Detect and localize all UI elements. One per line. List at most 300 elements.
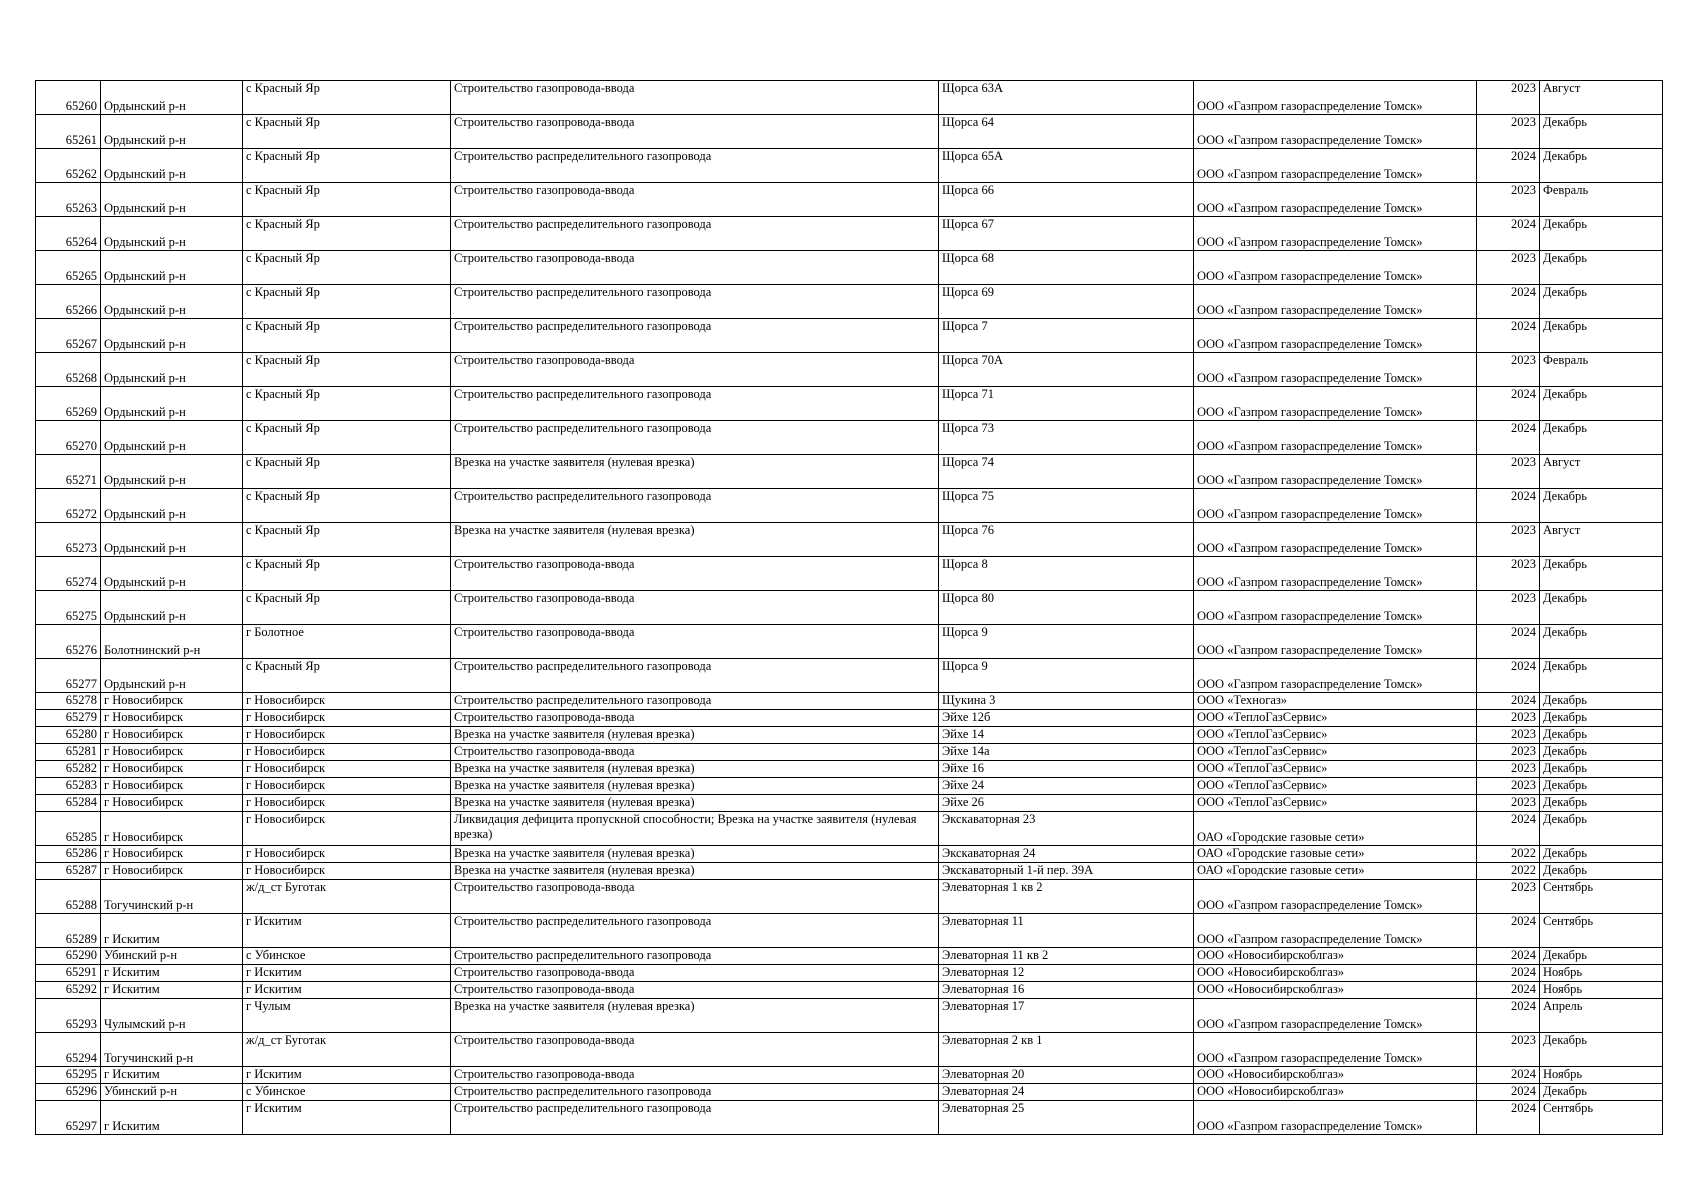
address-cell: Щорса 9 [939,625,1194,659]
locality-cell: с Красный Яр [243,455,451,489]
address-cell: Эйхе 14 [939,727,1194,744]
address-cell: Элеваторная 17 [939,999,1194,1033]
table-row [36,982,1663,999]
month-cell: Декабрь [1540,387,1663,421]
year-cell: 2024 [1477,999,1540,1033]
work-type-cell: Строительство распределительного газопровода [451,1101,939,1135]
work-type-cell: Строительство распределительного газопровода [451,659,939,693]
district-cell: г Искитим [101,965,243,982]
row-id-cell: 65280 [36,727,101,744]
table-row [36,948,1663,965]
work-type-cell: Строительство распределительного газопровода [451,489,939,523]
locality-cell: г Новосибирск [243,744,451,761]
district-cell: г Новосибирск [101,812,243,846]
district-cell: Ордынский р-н [101,523,243,557]
district-cell: г Искитим [101,914,243,948]
row-id-cell: 65272 [36,489,101,523]
year-cell: 2024 [1477,693,1540,710]
year-cell: 2024 [1477,285,1540,319]
district-cell: Ордынский р-н [101,217,243,251]
work-type-cell: Строительство распределительного газопровода [451,421,939,455]
organization-cell: ООО «Газпром газораспределение Томск» [1194,489,1477,523]
organization-cell: ООО «Газпром газораспределение Томск» [1194,353,1477,387]
organization-cell: ООО «Газпром газораспределение Томск» [1194,81,1477,115]
table-row [36,778,1663,795]
table-row [36,710,1663,727]
organization-cell: ООО «Новосибирскоблгаз» [1194,948,1477,965]
district-cell: Ордынский р-н [101,557,243,591]
year-cell: 2022 [1477,863,1540,880]
year-cell: 2023 [1477,557,1540,591]
locality-cell: с Красный Яр [243,183,451,217]
address-cell: Эйхе 12б [939,710,1194,727]
organization-cell: ООО «Газпром газораспределение Томск» [1194,285,1477,319]
row-id-cell: 65277 [36,659,101,693]
locality-cell: с Красный Яр [243,489,451,523]
work-type-cell: Строительство газопровода-ввода [451,880,939,914]
district-cell: Ордынский р-н [101,81,243,115]
month-cell: Декабрь [1540,744,1663,761]
year-cell: 2024 [1477,812,1540,846]
work-type-cell: Строительство распределительного газопровода [451,914,939,948]
district-cell: г Новосибирск [101,693,243,710]
locality-cell: с Красный Яр [243,387,451,421]
year-cell: 2023 [1477,455,1540,489]
district-cell: г Новосибирск [101,778,243,795]
month-cell: Декабрь [1540,557,1663,591]
table-row [36,846,1663,863]
year-cell: 2023 [1477,778,1540,795]
row-id-cell: 65265 [36,251,101,285]
row-id-cell: 65282 [36,761,101,778]
table-row [36,149,1663,183]
year-cell: 2023 [1477,710,1540,727]
row-id-cell: 65289 [36,914,101,948]
address-cell: Экскаваторная 24 [939,846,1194,863]
organization-cell: ОАО «Городские газовые сети» [1194,846,1477,863]
district-cell: г Новосибирск [101,795,243,812]
locality-cell: г Новосибирск [243,846,451,863]
organization-cell: ООО «Газпром газораспределение Томск» [1194,183,1477,217]
month-cell: Декабрь [1540,625,1663,659]
month-cell: Декабрь [1540,795,1663,812]
locality-cell: с Красный Яр [243,81,451,115]
row-id-cell: 65260 [36,81,101,115]
work-type-cell: Строительство газопровода-ввода [451,81,939,115]
address-cell: Щорса 75 [939,489,1194,523]
year-cell: 2024 [1477,1084,1540,1101]
row-id-cell: 65281 [36,744,101,761]
month-cell: Август [1540,81,1663,115]
locality-cell: г Искитим [243,982,451,999]
work-type-cell: Строительство распределительного газопровода [451,693,939,710]
organization-cell: ООО «Газпром газораспределение Томск» [1194,557,1477,591]
table-row [36,625,1663,659]
work-type-cell: Врезка на участке заявителя (нулевая врезка) [451,455,939,489]
organization-cell: ОАО «Городские газовые сети» [1194,812,1477,846]
address-cell: Щорса 80 [939,591,1194,625]
organization-cell: ООО «Газпром газораспределение Томск» [1194,149,1477,183]
row-id-cell: 65267 [36,319,101,353]
work-type-cell: Строительство газопровода-ввода [451,625,939,659]
month-cell: Декабрь [1540,149,1663,183]
locality-cell: г Новосибирск [243,812,451,846]
row-id-cell: 65268 [36,353,101,387]
organization-cell: ОАО «Городские газовые сети» [1194,863,1477,880]
address-cell: Элеваторная 24 [939,1084,1194,1101]
year-cell: 2024 [1477,421,1540,455]
organization-cell: ООО «Газпром газораспределение Томск» [1194,251,1477,285]
table-row [36,251,1663,285]
locality-cell: г Искитим [243,965,451,982]
month-cell: Февраль [1540,183,1663,217]
row-id-cell: 65273 [36,523,101,557]
address-cell: Щорса 64 [939,115,1194,149]
district-cell: г Новосибирск [101,863,243,880]
month-cell: Декабрь [1540,251,1663,285]
organization-cell: ООО «Газпром газораспределение Томск» [1194,115,1477,149]
address-cell: Щорса 69 [939,285,1194,319]
address-cell: Элеваторная 11 [939,914,1194,948]
work-type-cell: Строительство газопровода-ввода [451,115,939,149]
year-cell: 2023 [1477,1033,1540,1067]
month-cell: Декабрь [1540,1084,1663,1101]
organization-cell: ООО «Новосибирскоблгаз» [1194,982,1477,999]
work-type-cell: Строительство распределительного газопровода [451,319,939,353]
work-type-cell: Врезка на участке заявителя (нулевая врезка) [451,761,939,778]
district-cell: г Искитим [101,1067,243,1084]
month-cell: Декабрь [1540,948,1663,965]
work-type-cell: Врезка на участке заявителя (нулевая врезка) [451,778,939,795]
month-cell: Декабрь [1540,591,1663,625]
work-type-cell: Строительство газопровода-ввода [451,1033,939,1067]
row-id-cell: 65283 [36,778,101,795]
organization-cell: ООО «Газпром газораспределение Томск» [1194,421,1477,455]
row-id-cell: 65279 [36,710,101,727]
row-id-cell: 65271 [36,455,101,489]
year-cell: 2023 [1477,81,1540,115]
address-cell: Эйхе 24 [939,778,1194,795]
work-type-cell: Строительство газопровода-ввода [451,251,939,285]
year-cell: 2024 [1477,625,1540,659]
row-id-cell: 65293 [36,999,101,1033]
row-id-cell: 65294 [36,1033,101,1067]
row-id-cell: 65292 [36,982,101,999]
month-cell: Ноябрь [1540,1067,1663,1084]
locality-cell: с Красный Яр [243,421,451,455]
address-cell: Элеваторная 12 [939,965,1194,982]
organization-cell: ООО «Газпром газораспределение Томск» [1194,625,1477,659]
address-cell: Экскаваторный 1-й пер. 39А [939,863,1194,880]
organization-cell: ООО «Газпром газораспределение Томск» [1194,455,1477,489]
month-cell: Декабрь [1540,727,1663,744]
work-type-cell: Врезка на участке заявителя (нулевая врезка) [451,846,939,863]
month-cell: Август [1540,455,1663,489]
work-type-cell: Строительство распределительного газопровода [451,1084,939,1101]
year-cell: 2023 [1477,761,1540,778]
locality-cell: с Красный Яр [243,557,451,591]
month-cell: Декабрь [1540,217,1663,251]
year-cell: 2023 [1477,251,1540,285]
table-row [36,455,1663,489]
district-cell: г Новосибирск [101,744,243,761]
table-row [36,727,1663,744]
organization-cell: ООО «Газпром газораспределение Томск» [1194,591,1477,625]
table-row [36,965,1663,982]
month-cell: Сентябрь [1540,880,1663,914]
locality-cell: с Убинское [243,1084,451,1101]
organization-cell: ООО «Газпром газораспределение Томск» [1194,659,1477,693]
work-type-cell: Строительство газопровода-ввода [451,591,939,625]
work-type-cell: Врезка на участке заявителя (нулевая врезка) [451,523,939,557]
gas-connection-table [35,80,1663,1135]
row-id-cell: 65276 [36,625,101,659]
row-id-cell: 65295 [36,1067,101,1084]
locality-cell: с Убинское [243,948,451,965]
year-cell: 2024 [1477,489,1540,523]
year-cell: 2023 [1477,353,1540,387]
district-cell: Ордынский р-н [101,251,243,285]
address-cell: Щорса 67 [939,217,1194,251]
table-row [36,489,1663,523]
district-cell: Ордынский р-н [101,115,243,149]
address-cell: Щорса 8 [939,557,1194,591]
district-cell: Ордынский р-н [101,489,243,523]
year-cell: 2023 [1477,744,1540,761]
row-id-cell: 65296 [36,1084,101,1101]
table-row [36,81,1663,115]
locality-cell: г Новосибирск [243,863,451,880]
table-row [36,1033,1663,1067]
work-type-cell: Строительство распределительного газопровода [451,387,939,421]
work-type-cell: Строительство газопровода-ввода [451,744,939,761]
table-row [36,523,1663,557]
work-type-cell: Ликвидация дефицита пропускной способности; Врезка на участке заявителя (нулевая врезка) [451,812,939,846]
table-row [36,812,1663,846]
month-cell: Декабрь [1540,285,1663,319]
table-row [36,387,1663,421]
table-row [36,999,1663,1033]
organization-cell: ООО «Газпром газораспределение Томск» [1194,1101,1477,1135]
table-row [36,591,1663,625]
organization-cell: ООО «Газпром газораспределение Томск» [1194,1033,1477,1067]
year-cell: 2023 [1477,591,1540,625]
month-cell: Ноябрь [1540,982,1663,999]
work-type-cell: Врезка на участке заявителя (нулевая врезка) [451,727,939,744]
work-type-cell: Врезка на участке заявителя (нулевая врезка) [451,795,939,812]
table-row [36,693,1663,710]
year-cell: 2024 [1477,659,1540,693]
address-cell: Элеваторная 16 [939,982,1194,999]
year-cell: 2023 [1477,880,1540,914]
district-cell: Ордынский р-н [101,285,243,319]
organization-cell: ООО «Газпром газораспределение Томск» [1194,523,1477,557]
month-cell: Сентябрь [1540,1101,1663,1135]
locality-cell: с Красный Яр [243,251,451,285]
month-cell: Декабрь [1540,846,1663,863]
row-id-cell: 65270 [36,421,101,455]
row-id-cell: 65261 [36,115,101,149]
address-cell: Щорса 71 [939,387,1194,421]
year-cell: 2023 [1477,727,1540,744]
organization-cell: ООО «Газпром газораспределение Томск» [1194,914,1477,948]
locality-cell: г Новосибирск [243,778,451,795]
work-type-cell: Строительство газопровода-ввода [451,965,939,982]
month-cell: Декабрь [1540,421,1663,455]
locality-cell: с Красный Яр [243,319,451,353]
address-cell: Щорса 68 [939,251,1194,285]
locality-cell: с Красный Яр [243,149,451,183]
locality-cell: с Красный Яр [243,217,451,251]
locality-cell: ж/д_ст Буготак [243,1033,451,1067]
row-id-cell: 65287 [36,863,101,880]
locality-cell: с Красный Яр [243,285,451,319]
table-row [36,115,1663,149]
address-cell: Экскаваторная 23 [939,812,1194,846]
district-cell: г Новосибирск [101,727,243,744]
month-cell: Февраль [1540,353,1663,387]
organization-cell: ООО «Газпром газораспределение Томск» [1194,387,1477,421]
address-cell: Элеваторная 11 кв 2 [939,948,1194,965]
work-type-cell: Строительство газопровода-ввода [451,1067,939,1084]
district-cell: Чулымский р-н [101,999,243,1033]
organization-cell: ООО «Новосибирскоблгаз» [1194,1067,1477,1084]
work-type-cell: Строительство распределительного газопровода [451,285,939,319]
address-cell: Эйхе 26 [939,795,1194,812]
row-id-cell: 65278 [36,693,101,710]
district-cell: Ордынский р-н [101,387,243,421]
locality-cell: г Новосибирск [243,710,451,727]
row-id-cell: 65290 [36,948,101,965]
organization-cell: ООО «Газпром газораспределение Томск» [1194,319,1477,353]
district-cell: Ордынский р-н [101,149,243,183]
organization-cell: ООО «Новосибирскоблгаз» [1194,965,1477,982]
district-cell: Ордынский р-н [101,591,243,625]
work-type-cell: Врезка на участке заявителя (нулевая врезка) [451,999,939,1033]
table-row [36,353,1663,387]
year-cell: 2024 [1477,1101,1540,1135]
work-type-cell: Врезка на участке заявителя (нулевая врезка) [451,863,939,880]
district-cell: Ордынский р-н [101,319,243,353]
district-cell: Ордынский р-н [101,353,243,387]
table-row [36,285,1663,319]
address-cell: Щорса 63А [939,81,1194,115]
address-cell: Элеваторная 20 [939,1067,1194,1084]
locality-cell: с Красный Яр [243,659,451,693]
work-type-cell: Строительство газопровода-ввода [451,183,939,217]
month-cell: Декабрь [1540,659,1663,693]
month-cell: Декабрь [1540,1033,1663,1067]
district-cell: г Искитим [101,982,243,999]
month-cell: Август [1540,523,1663,557]
year-cell: 2024 [1477,319,1540,353]
address-cell: Щорса 73 [939,421,1194,455]
table-row [36,1101,1663,1135]
table-row [36,1067,1663,1084]
district-cell: Тогучинский р-н [101,1033,243,1067]
address-cell: Элеваторная 1 кв 2 [939,880,1194,914]
row-id-cell: 65264 [36,217,101,251]
locality-cell: г Болотное [243,625,451,659]
address-cell: Щорса 65А [939,149,1194,183]
locality-cell: г Искитим [243,1067,451,1084]
month-cell: Сентябрь [1540,914,1663,948]
district-cell: Тогучинский р-н [101,880,243,914]
work-type-cell: Строительство газопровода-ввода [451,557,939,591]
month-cell: Декабрь [1540,710,1663,727]
organization-cell: ООО «Газпром газораспределение Томск» [1194,880,1477,914]
locality-cell: г Новосибирск [243,727,451,744]
month-cell: Декабрь [1540,319,1663,353]
month-cell: Декабрь [1540,693,1663,710]
year-cell: 2024 [1477,1067,1540,1084]
address-cell: Щорса 66 [939,183,1194,217]
row-id-cell: 65275 [36,591,101,625]
row-id-cell: 65284 [36,795,101,812]
year-cell: 2024 [1477,965,1540,982]
table-row [36,914,1663,948]
year-cell: 2024 [1477,948,1540,965]
year-cell: 2024 [1477,982,1540,999]
row-id-cell: 65291 [36,965,101,982]
row-id-cell: 65274 [36,557,101,591]
table-row [36,880,1663,914]
address-cell: Элеваторная 2 кв 1 [939,1033,1194,1067]
organization-cell: ООО «ТеплоГазСервис» [1194,761,1477,778]
row-id-cell: 65288 [36,880,101,914]
address-cell: Эйхе 14а [939,744,1194,761]
table-row [36,319,1663,353]
address-cell: Щорса 9 [939,659,1194,693]
table-row [36,183,1663,217]
month-cell: Декабрь [1540,489,1663,523]
year-cell: 2022 [1477,846,1540,863]
district-cell: Ордынский р-н [101,183,243,217]
table-row [36,761,1663,778]
locality-cell: г Искитим [243,1101,451,1135]
organization-cell: ООО «ТеплоГазСервис» [1194,727,1477,744]
table-row [36,421,1663,455]
address-cell: Щорса 76 [939,523,1194,557]
district-cell: Болотнинский р-н [101,625,243,659]
year-cell: 2024 [1477,914,1540,948]
work-type-cell: Строительство газопровода-ввода [451,982,939,999]
district-cell: Убинский р-н [101,948,243,965]
address-cell: Щорса 74 [939,455,1194,489]
organization-cell: ООО «Техногаз» [1194,693,1477,710]
district-cell: Ордынский р-н [101,455,243,489]
locality-cell: с Красный Яр [243,353,451,387]
table-row [36,659,1663,693]
locality-cell: с Красный Яр [243,523,451,557]
table-row [36,863,1663,880]
row-id-cell: 65262 [36,149,101,183]
district-cell: г Новосибирск [101,710,243,727]
organization-cell: ООО «ТеплоГазСервис» [1194,778,1477,795]
year-cell: 2023 [1477,795,1540,812]
locality-cell: г Новосибирск [243,795,451,812]
organization-cell: ООО «ТеплоГазСервис» [1194,744,1477,761]
month-cell: Декабрь [1540,812,1663,846]
locality-cell: г Искитим [243,914,451,948]
district-cell: Ордынский р-н [101,421,243,455]
address-cell: Щорса 70А [939,353,1194,387]
organization-cell: ООО «ТеплоГазСервис» [1194,795,1477,812]
district-cell: г Искитим [101,1101,243,1135]
work-type-cell: Строительство газопровода-ввода [451,353,939,387]
district-cell: г Новосибирск [101,761,243,778]
month-cell: Ноябрь [1540,965,1663,982]
